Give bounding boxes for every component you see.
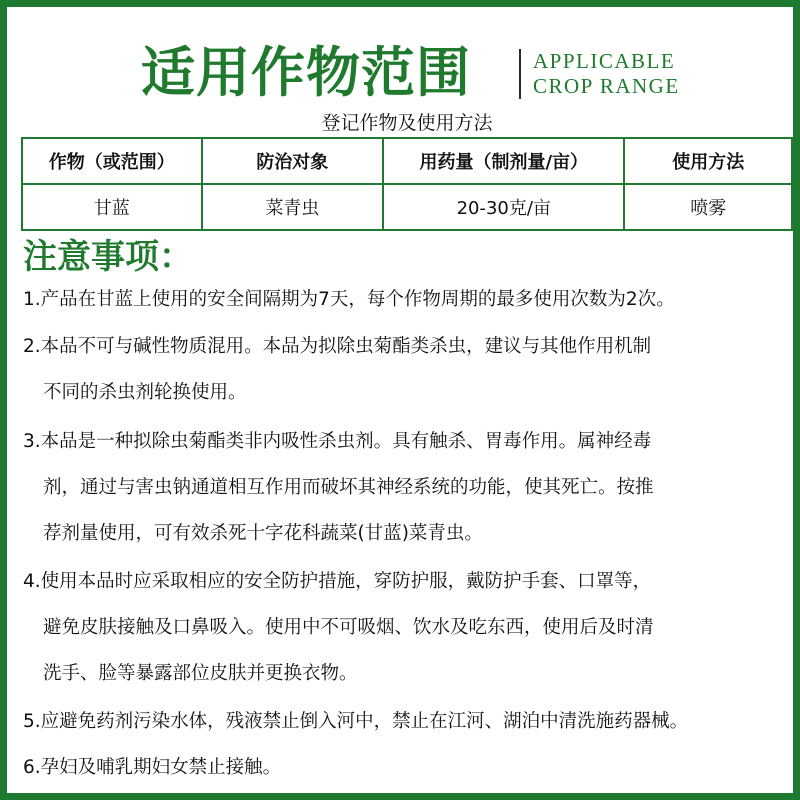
note-line: 2.本品不可与碱性物质混用。本品为拟除虫菊酯类杀虫，建议与其他作用机制 xyxy=(23,336,652,357)
english-title-line-1: APPLICABLE xyxy=(533,49,676,73)
header xyxy=(7,35,800,107)
table-caption: 登记作物及使用方法 xyxy=(321,112,493,134)
note-line: 不同的杀虫剂轮换使用。 xyxy=(43,382,247,403)
note-line: 避免皮肤接触及口鼻吸入。使用中不可吸烟、饮水及吃东西，使用后及时清 xyxy=(43,617,654,638)
note-line: 6.孕妇及哺乳期妇女禁止接触。 xyxy=(23,757,282,778)
header-crop: 作物（或范围） xyxy=(22,138,202,184)
cell-target: 菜青虫 xyxy=(202,184,384,230)
header-dosage: 用药量（制剂量/亩） xyxy=(383,138,624,184)
english-title xyxy=(533,49,680,99)
header-method: 使用方法 xyxy=(624,138,792,184)
note-line: 剂，通过与害虫钠通道相互作用而破坏其神经系统的功能，使其死亡。按推 xyxy=(43,477,654,498)
note-line: 荐剂量使用，可有效杀死十字花科蔬菜(甘蓝)菜青虫。 xyxy=(43,523,483,544)
cell-crop: 甘蓝 xyxy=(22,184,202,230)
table-row xyxy=(22,184,792,230)
note-line: 3.本品是一种拟除虫菊酯类非内吸性杀虫剂。具有触杀、胃毒作用。属神经毒 xyxy=(23,431,652,452)
note-line: 1.产品在甘蓝上使用的安全间隔期为7天，每个作物周期的最多使用次数为2次。 xyxy=(23,289,675,310)
table-header-row xyxy=(22,138,792,184)
note-line: 5.应避免药剂污染水体，残液禁止倒入河中，禁止在江河、湖泊中清洗施药器械。 xyxy=(23,711,689,732)
cell-dosage: 20-30克/亩 xyxy=(383,184,624,230)
header-target: 防治对象 xyxy=(202,138,384,184)
note-line: 洗手、脸等暴露部位皮肤并更换衣物。 xyxy=(43,663,358,684)
note-line: 4.使用本品时应采取相应的安全防护措施，穿防护服，戴防护手套、口罩等， xyxy=(23,571,652,592)
notes-heading: 注意事项： xyxy=(23,237,193,277)
cell-method: 喷雾 xyxy=(624,184,792,230)
page-title: 适用作物范围 xyxy=(141,40,471,104)
registration-table xyxy=(21,137,793,231)
title-divider xyxy=(519,49,521,99)
english-title-line-2: CROP RANGE xyxy=(533,74,680,98)
